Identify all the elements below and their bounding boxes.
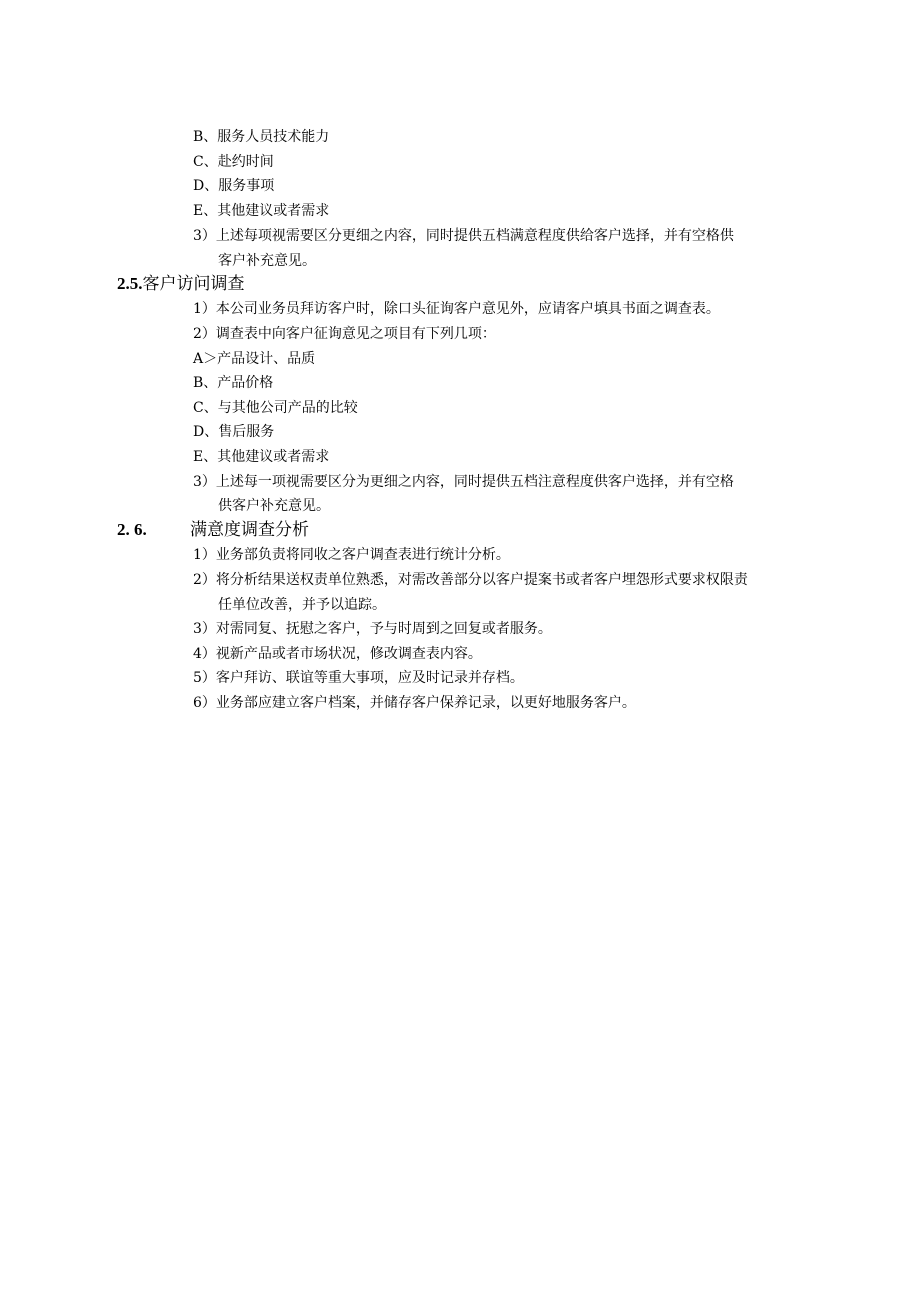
list-item: B、服务人员技术能力 bbox=[193, 129, 330, 145]
paragraph: 6）业务部应建立客户档案，并储存客户保养记录，以更好地服务客户。 bbox=[193, 695, 636, 711]
paragraph: 3）对需同复、抚慰之客户，予与时周到之回复或者服务。 bbox=[193, 621, 552, 637]
paragraph: 4）视新产品或者市场状况，修改调查表内容。 bbox=[193, 646, 482, 662]
list-item: C、与其他公司产品的比较 bbox=[193, 400, 358, 416]
paragraph: 3）上述每项视需要区分更细之内容，同时提供五档满意程度供给客户选择，并有空格供 bbox=[193, 228, 734, 244]
section-heading-2-6 bbox=[117, 518, 309, 542]
list-item: D、售后服务 bbox=[193, 424, 275, 440]
paragraph: 2）将分析结果送权责单位熟悉，对需改善部分以客户提案书或者客户埋怨形式要求权限责 bbox=[193, 572, 748, 588]
paragraph: 3）上述每一项视需要区分为更细之内容，同时提供五档注意程度供客户选择，并有空格 bbox=[193, 474, 734, 490]
paragraph: 2）调查表中向客户征询意见之项目有下列几项： bbox=[193, 326, 496, 342]
list-item: E、其他建议或者需求 bbox=[193, 203, 330, 219]
list-item: C、赴约时间 bbox=[193, 154, 274, 170]
section-heading-2-5 bbox=[117, 272, 245, 296]
paragraph: 5）客户拜访、联谊等重大事项，应及时记录并存档。 bbox=[193, 670, 524, 686]
section-title: 客户访问调查 bbox=[142, 274, 245, 294]
paragraph: 1）本公司业务员拜访客户时，除口头征询客户意见外，应请客户填具书面之调查表。 bbox=[193, 301, 720, 317]
paragraph-continuation: 任单位改善，并予以追踪。 bbox=[218, 597, 386, 613]
list-item: D、服务事项 bbox=[193, 178, 275, 194]
paragraph-continuation: 客户补充意见。 bbox=[218, 253, 316, 269]
section-title: 满意度调查分析 bbox=[190, 520, 309, 540]
paragraph-continuation: 供客户补充意见。 bbox=[218, 498, 330, 514]
list-item: B、产品价格 bbox=[193, 375, 274, 391]
list-item: E、其他建议或者需求 bbox=[193, 449, 330, 465]
paragraph: 1）业务部负责将同收之客户调查表进行统计分析。 bbox=[193, 547, 510, 563]
list-item: A＞产品设计、品质 bbox=[193, 351, 316, 367]
section-number: 2. 6. bbox=[117, 520, 147, 539]
section-number: 2.5. bbox=[117, 274, 143, 293]
